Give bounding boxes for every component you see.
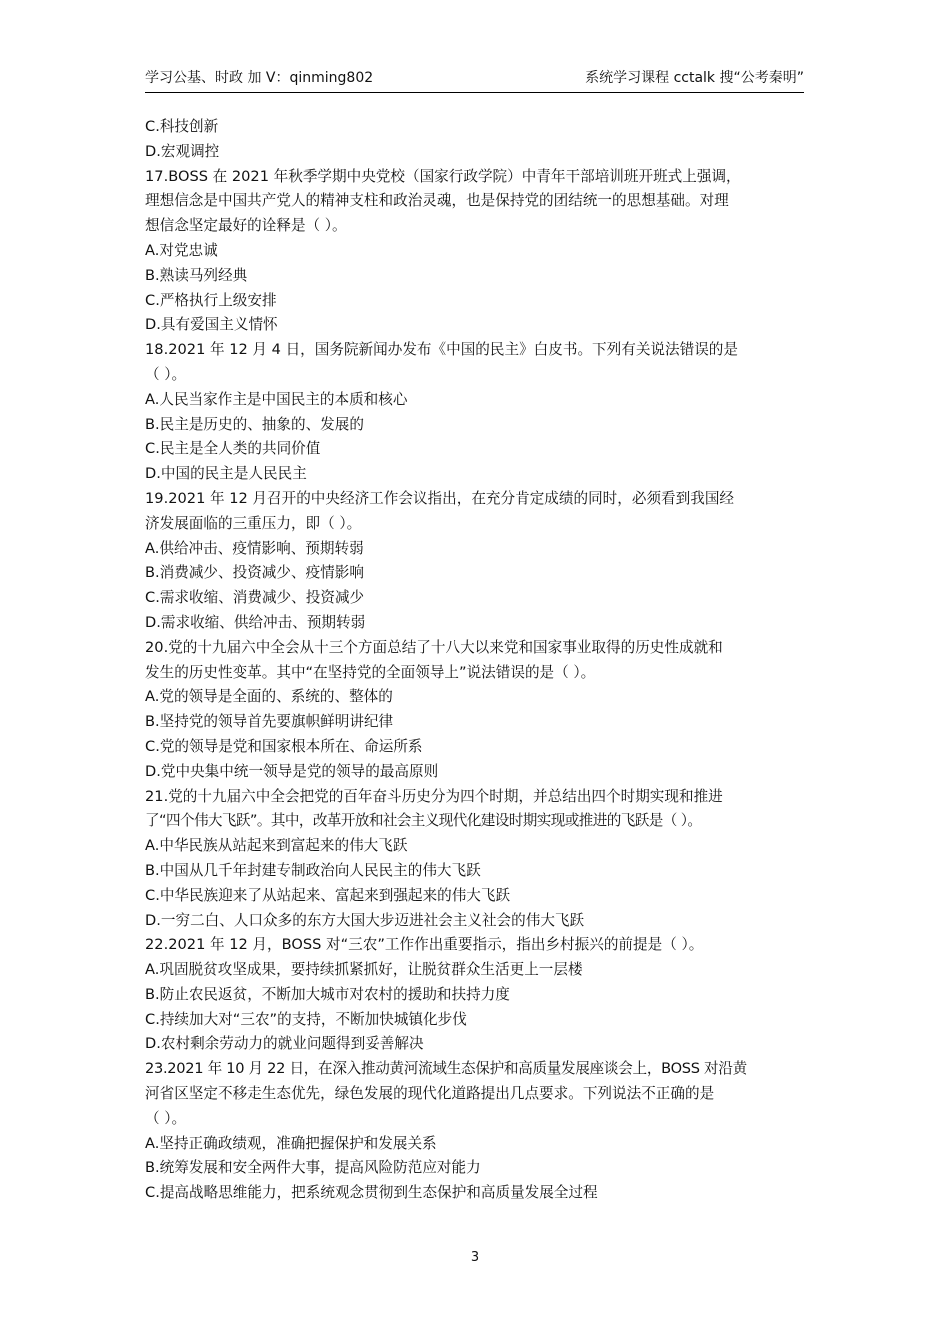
answer-option: D.农村剩余劳动力的就业问题得到妥善解决 — [145, 1035, 424, 1053]
question-line: 19.2021 年 12 月召开的中央经济工作会议指出，在充分肯定成绩的同时，必须看到我国经 — [145, 489, 735, 507]
question-line: 17.BOSS 在 2021 年秋季学期中央党校（国家行政学院）中青年干部培训班开班式上强调， — [145, 167, 741, 185]
header-left-text: 学习公基、时政 加 V：qinming802 — [145, 70, 374, 86]
question-line: （ ）。 — [145, 365, 187, 383]
question-21 — [145, 785, 810, 934]
answer-option: A.供给冲击、疫情影响、预期转弱 — [145, 539, 364, 557]
answer-option: B.坚持党的领导首先要旗帜鲜明讲纪律 — [145, 713, 394, 731]
leading-option: D.宏观调控 — [145, 142, 220, 160]
question-line: 了“四个伟大飞跃”。其中，改革开放和社会主义现代化建设时期实现或推进的飞跃是（ ）。 — [145, 812, 702, 830]
page-number: 3 — [470, 1250, 480, 1265]
question-line: 想信念坚定最好的诠释是（ ）。 — [145, 217, 347, 235]
answer-option: A.坚持正确政绩观，准确把握保护和发展关系 — [145, 1134, 437, 1152]
answer-option: D.具有爱国主义情怀 — [145, 316, 278, 334]
question-line: 22.2021 年 12 月，BOSS 对“三农”工作作出重要指示，指出乡村振兴的前提是（ ）。 — [145, 936, 704, 954]
question-20 — [145, 636, 810, 785]
answer-option: B.民主是历史的、抽象的、发展的 — [145, 415, 364, 433]
question-18 — [145, 338, 810, 487]
answer-option: B.防止农民返贫，不断加大城市对农村的援助和扶持力度 — [145, 985, 510, 1003]
question-line: （ ）。 — [145, 1109, 187, 1127]
question-line: 理想信念是中国共产党人的精神支柱和政治灵魂，也是保持党的团结统一的思想基础。对理 — [145, 192, 729, 210]
answer-option: C.党的领导是党和国家根本所在、命运所系 — [145, 737, 423, 755]
header-right-text: 系统学习课程 cctalk 搜“公考秦明” — [585, 70, 804, 86]
answer-option: A.党的领导是全面的、系统的、整体的 — [145, 688, 393, 706]
answer-option: D.需求收缩、供给冲击、预期转弱 — [145, 613, 366, 631]
question-19 — [145, 487, 810, 636]
question-line: 发生的历史性变革。其中“在坚持党的全面领导上”说法错误的是（ ）。 — [145, 663, 596, 681]
question-line: 济发展面临的三重压力，即（ ）。 — [145, 514, 362, 532]
answer-option: B.中国从几千年封建专制政治向人民民主的伟大飞跃 — [145, 861, 481, 879]
question-line: 23.2021 年 10 月 22 日，在深入推动黄河流域生态保护和高质量发展座谈会上，BOSS 对沿黄 — [145, 1060, 747, 1078]
answer-option: C.持续加大对“三农”的支持，不断加快城镇化步伐 — [145, 1010, 467, 1028]
answer-option: B.熟读马列经典 — [145, 266, 248, 284]
answer-option: C.提高战略思维能力，把系统观念贯彻到生态保护和高质量发展全过程 — [145, 1184, 598, 1202]
question-line: 20.党的十九届六中全会从十三个方面总结了十八大以来党和国家事业取得的历史性成就和 — [145, 638, 723, 656]
document-body — [145, 115, 810, 1206]
question-line: 21.党的十九届六中全会把党的百年奋斗历史分为四个时期，并总结出四个时期实现和推进 — [145, 787, 723, 805]
question-23 — [145, 1057, 810, 1206]
answer-option: D.一穷二白、人口众多的东方大国大步迈进社会主义社会的伟大飞跃 — [145, 911, 585, 929]
page-header — [145, 68, 804, 93]
answer-option: A.中华民族从站起来到富起来的伟大飞跃 — [145, 837, 408, 855]
question-17 — [145, 165, 810, 339]
answer-option: C.严格执行上级安排 — [145, 291, 277, 309]
answer-option: A.对党忠诚 — [145, 241, 218, 259]
answer-option: B.消费减少、投资减少、疫情影响 — [145, 564, 364, 582]
answer-option: D.党中央集中统一领导是党的领导的最高原则 — [145, 762, 439, 780]
answer-option: C.中华民族迎来了从站起来、富起来到强起来的伟大飞跃 — [145, 886, 511, 904]
answer-option: A.巩固脱贫攻坚成果，要持续抓紧抓好，让脱贫群众生活更上一层楼 — [145, 961, 583, 979]
question-22 — [145, 933, 810, 1057]
answer-option: C.民主是全人类的共同价值 — [145, 440, 321, 458]
leading-option: C.科技创新 — [145, 118, 219, 135]
answer-option: D.中国的民主是人民民主 — [145, 465, 307, 483]
question-line: 18.2021 年 12 月 4 日，国务院新闻办发布《中国的民主》白皮书。下列有关说法错误的是 — [145, 341, 738, 359]
question-line: 河省区坚定不移走生态优先，绿色发展的现代化道路提出几点要求。下列说法不正确的是 — [145, 1085, 715, 1103]
answer-option: B.统筹发展和安全两件大事，提高风险防范应对能力 — [145, 1159, 481, 1177]
answer-option: C.需求收缩、消费减少、投资减少 — [145, 589, 365, 607]
answer-option: A.人民当家作主是中国民主的本质和核心 — [145, 390, 408, 408]
